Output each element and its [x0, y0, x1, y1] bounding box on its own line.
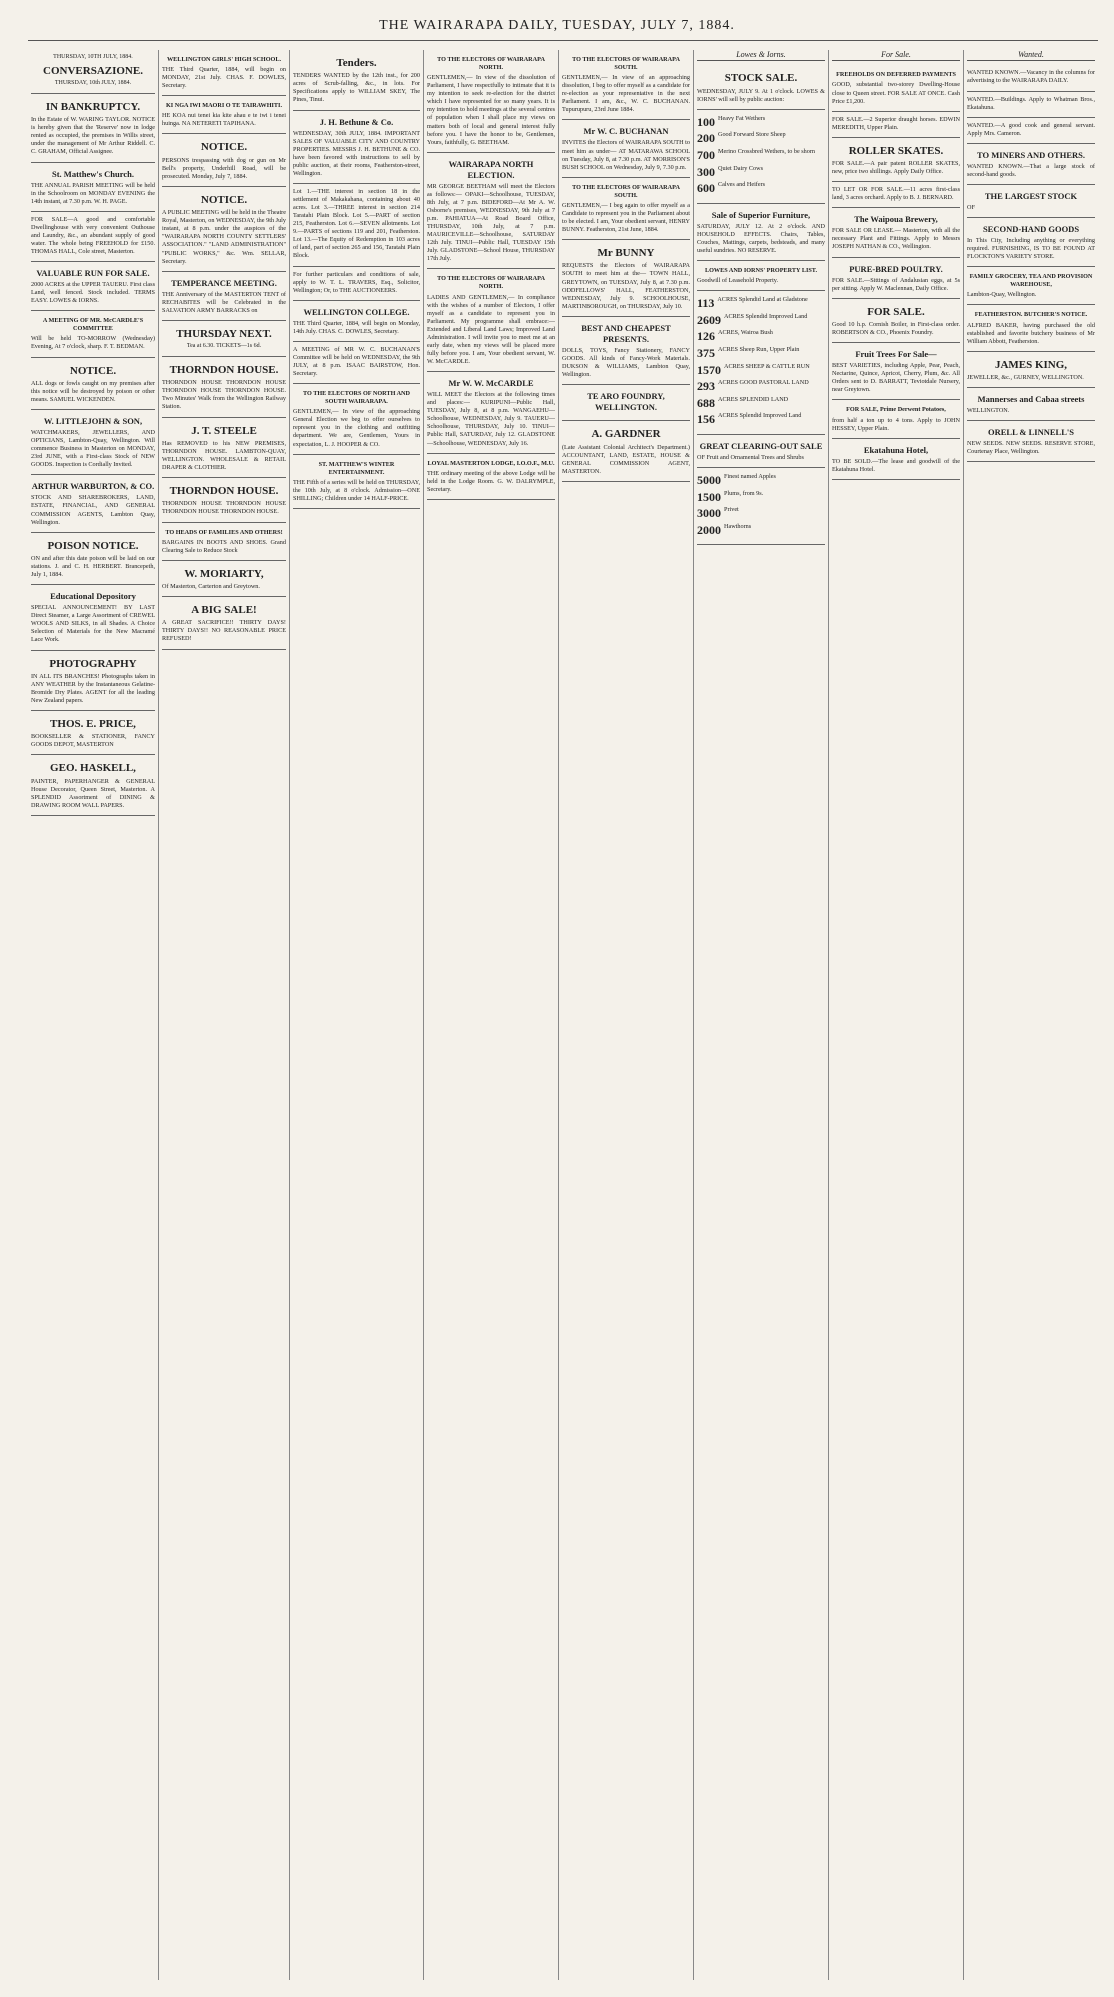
advertisement [162, 96, 286, 134]
ad-body: In This City, Including anything or everything required. FURNISHING, IS TO BE FOUND AT FLOCKTON'S VARIETY STORE. [967, 237, 1095, 261]
ad-headline: FREEHOLDS ON DEFERRED PAYMENTS [836, 71, 956, 79]
ad-body: OF Fruit and Ornamental Trees and Shrubs [697, 454, 804, 461]
ad-body: FOR SALE—A good and comfortable Dwellinghouse with very convenient Outhouse and Laundry, &c., an abundant supply of good water. The whole being FREEHOLD for £150. THOMAS HALL, Cole street, Masterton. [31, 215, 155, 255]
column-2 [158, 50, 289, 1980]
ad-body: Has REMOVED to his NEW PREMISES, THORNDON HOUSE. LAMBTON-QUAY, WELLINGTON. WHOLESALE & RETAIL DRAPER & CLOTHIER. [162, 439, 286, 472]
advertisement [832, 343, 960, 400]
advertisement [427, 50, 555, 153]
ad-body: For further particulars and conditions of sale, apply to W. T. L. TRAVERS, Esq., Solicitor, Wellington; Or, to THE AUCTIONEERS. [293, 270, 420, 294]
advertisement [31, 163, 155, 212]
ad-body: WANTED KNOWN.—Vacancy in the columns for advertising to the WAIRARAPA DAILY. [967, 69, 1095, 85]
ad-body: A GREAT SACRIFICE!! THIRTY DAYS! THIRTY DAYS!! NO REASONABLE PRICE REFUSED! [162, 619, 286, 643]
ad-headline: FEATHERSTON. BUTCHER'S NOTICE. [974, 311, 1088, 319]
ad-body: HE KOA nui tenei kia kite ahau e te iwi i tenei huinga. NA NETERETI TAPIHANA. [162, 112, 286, 128]
ad-headline: W. MORIARTY, [184, 567, 264, 580]
ad-headline: TO THE ELECTORS OF WAIRARAPA SOUTH. [572, 56, 680, 72]
ad-line: THURSDAY, 10TH JULY, 1884. [53, 54, 133, 60]
lot-number: 156 [697, 412, 715, 427]
lot-number: 700 [697, 148, 715, 162]
ad-body: BEST VARIETIES, including Apple, Pear, Peach, Nectarine, Quince, Apricot, Cherry, Plum, &c. All Orders sent to D. BARRATT, Teviotdale Nursery, near Greytown. [832, 362, 960, 394]
lot-number: 113 [697, 296, 715, 311]
advertisement [697, 204, 825, 261]
ad-body: THE ordinary meeting of the above Lodge will be held in the Lodge Room. G. W. DALRYMPLE, Secretary. [427, 469, 555, 493]
masthead-rule [28, 40, 1098, 41]
column-6 [693, 50, 828, 1980]
lot-description: Calves and Heifers [718, 181, 766, 189]
lot-number: 688 [697, 395, 715, 410]
advertisement [562, 317, 690, 385]
ad-headline: Educational Depository [50, 591, 136, 602]
advertisement [31, 651, 155, 712]
advertisement [967, 305, 1095, 351]
ad-headline: ST. MATTHEW'S WINTER ENTERTAINMENT. [318, 460, 395, 476]
advertisement [967, 118, 1095, 144]
advertisement [293, 455, 420, 509]
ad-headline: TE ARO FOUNDRY, WELLINGTON. [587, 391, 665, 413]
ad-body: SATURDAY, JULY 12. At 2 o'clock. AND HOUSEHOLD EFFECTS. Chairs, Tables, Couches, Mattings, carpets, bedsteads, and many useful sundries. NO RESERVE. [697, 222, 825, 255]
ad-body: Lot 1.—THE interest in section 18 in the settlement of Makakahana, containing about 40 acres. Lot 3.—THREE interest in section 214 Taratahi Plain Block. Lot 5.—PART of section 215, Featherston. Lot 6.—SEVEN allotments. Lot 9.—PARTS of sections 119 and 201, Featherston. Lot 13.—The Equity of Redemption in 103 acres of land, part of section 265 and 156, Taratahi Plain Block. [293, 187, 420, 260]
ad-headline: A. GARDNER [591, 428, 661, 441]
ad-subline: THURSDAY, 10th JULY, 1884. [54, 80, 132, 87]
lot-row [697, 506, 825, 522]
ad-headline: VALUABLE RUN FOR SALE. [36, 268, 150, 279]
lot-row [697, 346, 825, 362]
advertisement [832, 138, 960, 182]
lot-number: 2609 [697, 312, 721, 327]
advertisement [562, 240, 690, 317]
advertisement [162, 478, 286, 522]
advertisement [31, 475, 155, 532]
advertisement [967, 267, 1095, 305]
lot-description: ACRES SHEEP & CATTLE RUN [724, 362, 810, 370]
advertisement [832, 182, 960, 208]
lot-number: 100 [697, 114, 715, 129]
ad-body: MR GEORGE BEETHAM will meet the Electors as follows:— OPAKI—Schoolhouse, TUESDAY, 8th July, at 7 p.m. BIDEFORD—At Mr A. W. Osborne's premises, WEDNESDAY, 9th July at 7 p.m. PAHIATUA—At Road Board Office, THURSDAY, 10th July, at 7 p.m. MAURICEVILLE—Schoolhouse, SATURDAY 12th July. TINUI—Public Hall, TUESDAY 15th July. GLADSTONE—School House, THURSDAY 17th July. [427, 182, 555, 263]
ad-headline: LOWES AND IORNS' PROPERTY LIST. [704, 267, 818, 275]
lot-row [697, 523, 825, 539]
advertisement [562, 178, 690, 240]
ad-headline: TO THE ELECTORS OF NORTH AND SOUTH WAIRARAPA. [302, 390, 410, 406]
ad-body: PERSONS trespassing with dog or gun on Mr Bell's property, Underhill Road, will be prosecuted. Monday, July 7, 1884. [162, 156, 286, 180]
ad-body: Good 10 h.p. Cornish Boiler, in First-class order. ROBERTSON & CO., Phoenix Foundry. [832, 321, 960, 337]
ad-body: FOR SALE.—A pair patent ROLLER SKATES, new, price two shillings. Apply Daily Office. [832, 160, 960, 176]
advertisement [967, 388, 1095, 421]
ad-headline: A BIG SALE! [191, 604, 257, 617]
ad-headline: J. H. Bethune & Co. [319, 116, 394, 127]
advertisement [832, 258, 960, 299]
advertisement [832, 439, 960, 480]
lot-number: 3000 [697, 506, 721, 521]
advertisement [293, 301, 420, 342]
ad-headline: TO THE ELECTORS OF WAIRARAPA NORTH. [437, 56, 545, 72]
ad-headline: WAIRARAPA NORTH ELECTION. [448, 158, 534, 180]
ad-body: WANTED.—Buildings. Apply to Whatman Bros., Ekatahuna. [967, 95, 1095, 111]
advertisement [31, 755, 155, 816]
advertisement [31, 311, 155, 357]
ad-headline: Sale of Superior Furniture, [711, 209, 811, 220]
lot-number: 1570 [697, 362, 721, 377]
advertisement [162, 357, 286, 418]
lot-row [697, 473, 825, 489]
masthead-title: THE WAIRARAPA DAILY, TUESDAY, JULY 7, 1884. [379, 18, 735, 33]
ad-body: Will be held TO-MORROW (Wednesday) Evening, At 7 o'clock, sharp. F. T. BEDMAN. [31, 335, 155, 351]
ad-body: BOOKSELLER & STATIONER, FANCY GOODS DEPOT, MASTERTON [31, 733, 155, 749]
lot-row [697, 396, 825, 412]
lot-number: 375 [697, 345, 715, 360]
advertisement [562, 50, 690, 120]
lot-row [697, 181, 825, 197]
lot-description: Finest named Apples [724, 473, 776, 481]
ad-body: JEWELLER, &c., GURNEY, WELLINGTON. [967, 374, 1084, 382]
advertisement [31, 50, 155, 94]
ad-body: THE ANNUAL PARISH MEETING will be held in the Schoolroom on MONDAY EVENING the 14th instant, at 7.30 p.m. W. H. PAGE. [31, 181, 155, 205]
ad-body: STOCK AND SHAREBROKERS, LAND, ESTATE, FINANCIAL, AND GENERAL COMMISSION AGENTS, Lambton Quay, Wellington. [31, 494, 155, 526]
lot-number: 300 [697, 164, 715, 179]
ad-body: (Late Assistant Colonial Architect's Department.) ACCOUNTANT, LAND, ESTATE, HOUSE & GENERAL COMMISSION AGENT, MASTERTON. [562, 443, 690, 475]
advertisement [162, 134, 286, 186]
ad-body: THORNDON HOUSE THORNDON HOUSE THORNDON HOUSE THORNDON HOUSE. [162, 500, 286, 516]
advertisement [293, 184, 420, 267]
advertisement [162, 418, 286, 479]
advertisement [427, 153, 555, 270]
ad-headline: PURE-BRED POULTRY. [849, 263, 943, 274]
advertisement [967, 352, 1095, 388]
ad-headline: TO MINERS AND OTHERS. [976, 149, 1085, 160]
lot-number: 293 [697, 379, 715, 394]
ad-body: OF [967, 203, 975, 211]
advertisement [427, 269, 555, 372]
advertisement [162, 50, 286, 96]
ad-headline: Mr W. C. BUCHANAN [583, 126, 669, 137]
ad-headline: NOTICE. [200, 193, 248, 206]
lot-row [697, 490, 825, 506]
advertisement [162, 597, 286, 649]
ad-body: WELLINGTON. [967, 407, 1010, 415]
advertisement [162, 561, 286, 597]
ad-body: TO LET OR FOR SALE.—11 acres first-class land, 3 acres orchard. Apply to B. J. BERNARD. [832, 186, 960, 202]
advertisement [832, 208, 960, 257]
ad-headline: SECOND-HAND GOODS [982, 224, 1080, 235]
column-7 [828, 50, 963, 1980]
ad-body: REQUESTS the Electors of WAIRARAPA SOUTH to meet him at the— TOWN HALL, GREYTOWN, on TUESDAY, July 8, at 7.30 p.m. ODDFELLOWS' HALL, FEATHERSTON, WEDNESDAY, July 9. SCHOOLHOUSE, MARTINBOROUGH, on THURSDAY, July 10. [562, 262, 690, 310]
lot-number: 1500 [697, 489, 721, 504]
ad-headline: STOCK SALE. [724, 72, 798, 85]
ad-headline: JAMES KING, [994, 358, 1068, 371]
ad-body: A MEETING of MR W. C. BUCHANAN'S Committee will be held on WEDNESDAY, the 9th JULY, at 8 p.m. ISAAC BAIRSTOW, Hon. Secretary. [293, 345, 420, 378]
ad-body: TO BE SOLD.—The lease and goodwill of the Ekatahuna Hotel. [832, 457, 960, 473]
ad-headline: TO THE ELECTORS OF WAIRARAPA SOUTH. [572, 183, 680, 199]
ad-body: FOR SALE.—2 Superior draught horses. EDWIN MEREDITH, Upper Plain. [832, 115, 960, 131]
ad-headline: FOR SALE, Prime Derwent Potatoes, [846, 406, 946, 414]
lot-row [697, 115, 825, 131]
ad-body: WANTED KNOWN.—That a large stock of second-hand goods. [967, 162, 1095, 178]
advertisement [162, 523, 286, 561]
ad-headline: WELLINGTON GIRLS' HIGH SCHOOL. [166, 56, 282, 63]
advertisement [967, 65, 1095, 91]
ad-headline: FAMILY GROCERY, TEA AND PROVISION WAREHOUSE, [969, 273, 1093, 289]
ad-headline: NOTICE. [69, 364, 117, 377]
ad-body: FOR SALE OR LEASE.— Masterton, with all the necessary Plant and Fittings. Apply to Messrs JOSEPH NATHAN & CO., Wellington. [832, 227, 960, 251]
column-8 [963, 50, 1098, 1980]
lot-description: ACRES Sheep Run, Upper Plain [718, 345, 800, 353]
ad-headline: POISON NOTICE. [47, 539, 139, 552]
ad-headline: Mr W. W. McCARDLE [448, 378, 534, 389]
ad-body: WATCHMAKERS, JEWELLERS, AND OPTICIANS, Lambton-Quay, Wellington. Will commence Business in Masterton on MONDAY, 23rd JUNE, with a First-class Stock of NEW GOODS. Inspection is Cordially Invited. [31, 429, 155, 469]
ad-headline: THURSDAY NEXT. [176, 327, 272, 340]
ad-headline: ARTHUR WARBURTON, & CO. [31, 481, 155, 492]
ad-headline: ORELL & LINNELL'S [988, 427, 1074, 438]
ad-headline: Mannerses and Cabaa streets [977, 394, 1085, 405]
advertisement [832, 65, 960, 111]
advertisement [562, 120, 690, 177]
lot-description: Good Forward Store Sheep [718, 131, 786, 139]
ad-body: FOR SALE.—Sittings of Andalusian eggs, at 5s per sitting. Apply W. Maclennan, Daily Office. [832, 276, 960, 292]
ad-headline: St. Matthew's Church. [51, 168, 134, 179]
advertisement [832, 400, 960, 438]
advertisement [162, 272, 286, 321]
ad-headline: IN BANKRUPTCY. [45, 100, 141, 113]
advertisement [427, 454, 555, 500]
ad-headline: LOYAL MASTERTON LODGE, I.O.O.F., M.U. [427, 459, 555, 467]
advertisement [697, 261, 825, 291]
ad-headline: THORNDON HOUSE. [169, 485, 279, 498]
lot-description: Privet [724, 506, 739, 514]
ad-body: NEW SEEDS. NEW SEEDS. RESERVE STORE, Courtenay Place, Wellington. [967, 440, 1095, 456]
column-3 [289, 50, 423, 1980]
advertisement [697, 65, 825, 109]
advertisement [31, 262, 155, 311]
ad-body: ALL dogs or fowls caught on my premises after this notice will be destroyed by poison or other means. SAMUEL WICKENDEN. [31, 379, 155, 403]
lot-description: Plums, from 9s. [724, 489, 764, 497]
ad-body: WEDNESDAY, 30th JULY, 1884. IMPORTANT SALES OF VALUABLE CITY AND COUNTRY PROPERTIES. MESSRS J. H. BETHUNE & CO. have been favored with instructions to sell by public auction, at their rooms, Featherston-street, Wellington. [293, 129, 420, 177]
ad-body: GENTLEMEN,— I beg again to offer myself as a Candidate to represent you in the Parliament about to be elected. I am, Your obedient servant, HENRY BUNNY. Featherston, 21st June, 1884. [562, 201, 690, 234]
column-heading: Lowes & Iorns. [697, 50, 825, 61]
lot-number: 200 [697, 131, 715, 146]
ad-body: PAINTER, PAPERHANGER & GENERAL House Decorator, Queen Street, Masterton. A SPLENDID Assortment of DINING & DRAWING ROOM WALL PAPERS. [31, 777, 155, 809]
ad-body: THE Third Quarter, 1884, will begin on MONDAY, 21st July. CHAS. F. DOWLES, Secretary. [162, 66, 286, 90]
ad-body: LADIES AND GENTLEMEN,— In compliance with the wishes of a number of Electors, I offer myself as a candidate to represent you in Parliament. My programme shall embrace:— Extended and Liberal Land Laws; Improved Land Administration. I will invite you to meet me at an early date, when my views will be placed more fully before you. I am, Your obedient servant, W. W. McCARDLE. [427, 293, 555, 366]
ad-body: Goodwill of Leasehold Property. [697, 277, 779, 285]
ad-body: THE Anniversary of the MASTERTON TENT of RECHABITES will be Celebrated in the SALVATION ARMY BARRACKS on [162, 290, 286, 314]
advertisement [697, 468, 825, 545]
lot-row [697, 412, 825, 428]
ad-headline: THE LARGEST STOCK [984, 190, 1078, 201]
lot-description: ACRES Splendid Land at Gladstone [717, 296, 808, 304]
lot-description: Hawthorns [724, 522, 752, 530]
ad-body: from half a ton up to 4 tons. Apply to JOHN HESSEY, Upper Plain. [832, 416, 960, 432]
advertisement [562, 385, 690, 421]
ad-headline: The Waipoua Brewery, [854, 214, 938, 225]
lot-row [697, 313, 825, 329]
ad-body: GENTLEMEN,— In view of the dissolution of Parliament, I have respectfully to intimate that it is my intention to seek re-election for the district which I have represented for so many years. It is my intention to hold meetings at the several centres of population when I shall place my views on matters both of local and general interest fully before you. I have the honor to be, Gentlemen, Yours, faithfully, G. BEETHAM. [427, 74, 555, 146]
advertisement [293, 267, 420, 301]
lot-description: ACRES Splendid Improved Land [718, 412, 802, 420]
advertisement [967, 185, 1095, 218]
ad-body: ALFRED BAKER, having purchased the old established and favorite butchery business of Mr William Abbott, Featherston. [967, 321, 1095, 345]
advertisement [427, 372, 555, 453]
ad-body: SPECIAL ANNOUNCEMENT! BY LAST Direct Steamer, a Large Assortment of CREWEL WOOLS AND SILKS, in all Shades. A Choice Selection of Materials for the New Macramé Lace Work. [31, 604, 155, 644]
ad-headline: THORNDON HOUSE. [169, 363, 279, 376]
ad-body: 2000 ACRES at the UPPER TAUERU. First class Land, well fenced. Stock included. TERMS EASY. LOWES & IORNS. [31, 281, 155, 305]
ad-body: WEDNESDAY, JULY 9. At 1 o'clock. LOWES & IORNS' will sell by public auction: [697, 87, 825, 103]
lot-description: ACRES, Wairoa Bush [718, 329, 773, 337]
lot-number: 126 [697, 329, 715, 344]
ad-headline: Fruit Trees For Sale— [855, 349, 937, 360]
ad-body: DOLLS, TOYS, Fancy Stationery, FANCY GOODS. All kinds of Fancy-Work Materials. DUKSON & WILLIAMS, Lambton Quay, Wellington. [562, 346, 690, 379]
ad-body: THE Third Quarter, 1884, will begin on Monday, 14th July. CHAS. C. DOWLES, Secretary. [293, 319, 420, 335]
ad-headline: CONVERSAZIONE. [43, 64, 143, 77]
ad-body: WILL MEET the Electors at the following times and places:— KURIPUNI—Public Hall, TUESDAY, July 8, at 8 p.m. WANGAEHU—Schoolhouse, WEDNESDAY, July 9. TAUERU—Schoolhouse, THURSDAY, July 10. TINUI—Public Hall, SATURDAY, July 12. GLADSTONE—Schoolhouse, WEDNESDAY, July 16. [427, 391, 555, 447]
lot-row [697, 379, 825, 395]
ad-headline: GREAT CLEARING-OUT SALE [699, 440, 823, 451]
lot-number: 600 [697, 181, 715, 196]
ad-headline: TO HEADS OF FAMILIES AND OTHERS! [165, 528, 283, 536]
advertisement [832, 299, 960, 343]
ad-headline: J. T. STEELE [191, 424, 257, 437]
advertisement [697, 291, 825, 435]
lot-description: Heavy Fat Wethers [718, 114, 766, 122]
advertisement [31, 410, 155, 475]
lot-description: Quiet Dairy Cows [718, 164, 764, 172]
ad-body: THORNDON HOUSE THORNDON HOUSE THORNDON HOUSE THORNDON HOUSE. Two Minutes' Walk from the Wellington Railway Station. [162, 379, 286, 411]
advertisement [293, 111, 420, 184]
ad-headline: NOTICE. [200, 141, 248, 154]
ad-body: A PUBLIC MEETING will be held in the Theatre Royal, Masterton, on WEDNESDAY, the 9th July instant, at 8 p.m. under the auspices of the "WAIRARAPA NORTH COUNTY SETTLERS' ASSOCIATION." "LAND ADMINISTRATION" "PUBLIC WORKS," &c. Wm. SELLAR, Secretary. [162, 209, 286, 265]
ad-headline: TEMPERANCE MEETING. [171, 277, 277, 288]
ad-body: ON and after this date poison will be laid on our stations. J. and C. H. HERBERT. Brancepeth, July 1, 1884. [31, 554, 155, 579]
ad-body: IN ALL ITS BRANCHES! Photographs taken in ANY WEATHER by the Instantaneous Gelatine-Bromide Dry Plates. AGENT for all the leading New Zealand papers. [31, 672, 155, 704]
ad-subline: Tea at 6.30. TICKETS—1s 6d. [186, 343, 262, 350]
ad-headline: KI NGA IWI MAORI O TE TAIRAWHITI. [165, 102, 283, 110]
ad-headline: BEST AND CHEAPEST PRESENTS. [581, 322, 671, 344]
ad-headline: Ekatahuna Hotel, [863, 444, 929, 455]
advertisement [697, 435, 825, 468]
ad-headline: ROLLER SKATES. [848, 144, 944, 157]
ad-headline: FOR SALE. [867, 305, 925, 318]
ad-body: TENDERS WANTED by the 12th inst., for 200 acres of Scrub-falling, &c., in lots. For Specifications apply to WILLIAM SKEY, The Pines, Tinui. [293, 72, 420, 104]
column-5 [558, 50, 693, 1980]
lot-description: ACRES Splendid Improved Land [724, 312, 808, 320]
advertisement [31, 94, 155, 163]
advertisement [31, 711, 155, 755]
lot-row [697, 363, 825, 379]
advertisement [31, 533, 155, 585]
column-heading: For Sale. [832, 50, 960, 61]
advertisement [162, 187, 286, 272]
lot-row [697, 165, 825, 181]
lot-description: ACRES SPLENDID LAND [718, 395, 789, 403]
advertisement [31, 212, 155, 262]
ad-body: Of Masterton, Carterton and Greytown. [162, 582, 260, 590]
ad-headline: PHOTOGRAPHY [49, 657, 137, 670]
ad-body: GENTLEMEN,— In view of an approaching dissolution, I beg to offer myself as a candidate for re-election as your representative in the next Parliament. I am, &c., W. C. BUCHANAN. Tupurupuru, 23rd June 1884. [562, 74, 690, 114]
ad-headline: WELLINGTON COLLEGE. [303, 306, 410, 317]
lot-description: Merino Crossbred Wethers, to be shorn [718, 148, 815, 155]
lot-row [697, 148, 825, 164]
ad-headline: TO THE ELECTORS OF WAIRARAPA NORTH. [437, 275, 545, 291]
lot-row [697, 131, 825, 147]
ad-headline: THOS. E. PRICE, [50, 718, 136, 731]
ad-body: THE Fifth of a series will be held on THURSDAY, the 10th July, at 8 o'clock. Admission—ONE SHILLING; Children under 14 HALF-PRICE. [293, 478, 420, 502]
advertisement [967, 421, 1095, 462]
ad-body: GOOD, substantial two-storey Dwelling-House close to Queen street. FOR SALE AT ONCE. Cash Price £1,200. [832, 81, 960, 105]
column-1 [28, 50, 158, 1980]
ad-headline: W. LITTLEJOHN & SON, [43, 416, 143, 427]
column-4 [423, 50, 558, 1980]
advertisement [832, 112, 960, 138]
advertisement [967, 218, 1095, 267]
advertisement [293, 50, 420, 111]
ad-headline: Tenders. [336, 57, 377, 69]
ad-headline: GEO. HASKELL, [50, 762, 136, 775]
advertisement [697, 110, 825, 204]
ad-body: Lambton-Quay, Wellington. [967, 291, 1037, 299]
lot-number: 5000 [697, 473, 721, 488]
advertisement [967, 92, 1095, 118]
ad-body: In the Estate of W. WARING TAYLOR. NOTICE is hereby given that the 'Reserve' now in lodge rented as occupied, the premises in Willis street, under the management of Mr Arthur Riddell. C. C. GRAHAM, Official Assignee. [31, 116, 155, 156]
advertisement [293, 384, 420, 454]
lot-row [697, 329, 825, 345]
advertisement [293, 342, 420, 384]
advertisement [967, 144, 1095, 185]
lot-number: 2000 [697, 522, 721, 537]
ad-body: WANTED.—A good cook and general servant. Apply Mrs. Cameron. [967, 121, 1095, 137]
advertisement [31, 585, 155, 650]
lot-row [697, 296, 825, 312]
column-heading: Wanted. [967, 50, 1095, 61]
advertisement [562, 421, 690, 482]
lot-description: ACRES GOOD PASTORAL LAND [718, 379, 809, 387]
ad-headline: A MEETING OF MR. McCARDLE'S COMMITTEE [42, 317, 144, 333]
ad-body: GENTLEMEN,— In view of the approaching General Election we beg to offer ourselves to represent you in the clothing and outfitting department. We are, Gentlemen, Yours in expectation, L. J. HOOPER & CO. [293, 408, 420, 448]
advertisement [162, 321, 286, 357]
advertisement [31, 358, 155, 410]
ad-headline: Mr BUNNY [597, 247, 655, 260]
ad-body: INVITES the Electors of WAIRARAPA SOUTH to meet him as under— AT MATARAWA SCHOOL on Tuesday, July 8, at 7.30 p.m. AT MORRISON'S BUSH SCHOOL on Wednesday, July 9, 7.30 p.m. [562, 139, 690, 171]
ad-body: BARGAINS IN BOOTS AND SHOES. Grand Clearing Sale to Reduce Stock [162, 538, 286, 554]
